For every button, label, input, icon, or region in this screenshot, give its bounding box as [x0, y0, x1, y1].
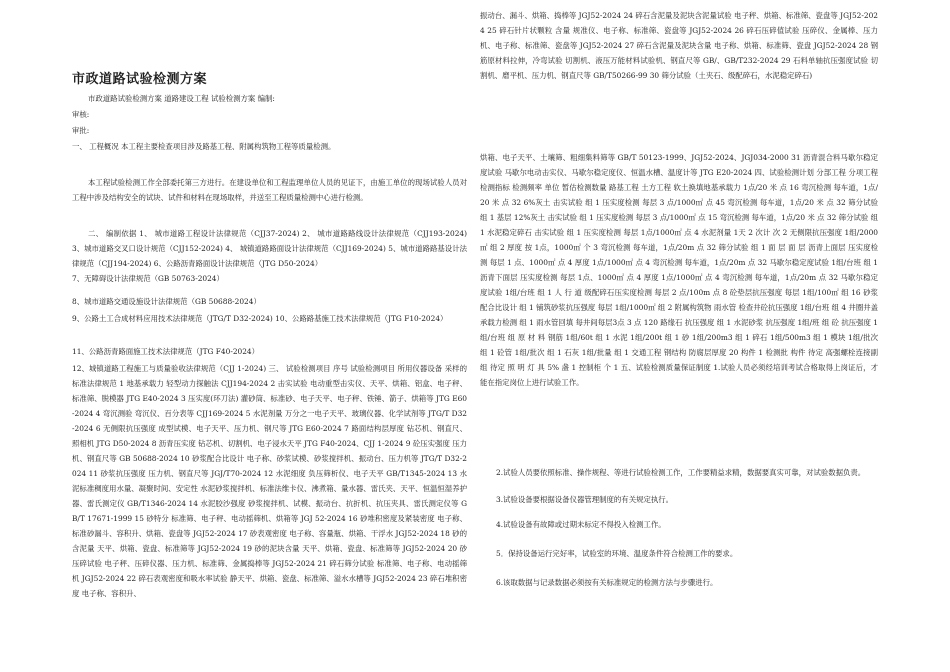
basis-item-8: 8、城市道路交通设施设计法律规范（GB 50688-2024）	[72, 297, 261, 306]
test-plan-paragraph: 烘箱、电子天平、土壤筛、粗细集料筛等 GB/T 50123-1999、JGJ52-2024、JGJ034-2000 31 沥青混合料马歇尔稳定度试验 马歇尔电动击实仪、马歇尔稳定度仪、恒温水槽、温度计等 JTG E20-2024 四、试验检测计划 分部工程 分项工程 检测指标 检测频率 单位 暂估检测数量 路基工程 土方工程 软土换填地基承载力 1点/20 米 点 16 弯沉检测 每车道，1点/20 米 点 32 6%灰土 击实试验 组 1 压实度检测 每层 3 点/1000㎡ 点 45 弯沉检测 每车道，1点/20 米 点 32 筛分试验 组 1 基层 12%灰土 击实试验 组 1 压实度检测 每层 3 点/1000㎡ 点 15 弯沉检测 每车道，1点/20 米 点 32 筛分试验 组 1 水泥稳定碎石 击实试验 组 1 压实度检测 每层 1点/1000㎡ 点 4 水泥剂量 1天 2 次计 次 2 无侧限抗压强度 1组/2000㎡ 组 2 厚度 按 1点，1000㎡ 个 3 弯沉检测 每车道，1点/20m 点 32 筛分试验 组 1 面 层 面 层 沥青上面层 压实度检测 每层 1 点、1000㎡ 点 4 厚度 1点/1000㎡ 点 4 弯沉检测 每车道，1点/20m 点 32 马歇尔稳定度试验 1组/台班 组 1 沥青下面层 压实度检测 每层 1点、1000㎡ 点 4 厚度 1点/1000㎡ 点 4 弯沉检测 每车道，1点/20m 点 32 马歇尔稳定度试验 1组/台班 组 1 人 行 道 级配碎石压实度检测 每层 2 点/100m 点 8 砼垫层抗压强度 每层 1组/100㎡ 组 16 砂浆配合比设计 组 1 铺筑砂浆抗压强度 每层 1组/1000㎡ 组 2 附属构筑物 雨水管 检查井砼抗压强度 1组/台班 组 4 井圈井盖承载力检测 组 1 雨水管回填 每井间每层3点 3 点 120 路缘石 抗压强度 组 1 水泥砂浆 抗压强度 1组/班 组 砼 抗压强度 1组/台班 组 原 材 料 钢筋 1组/60t 组 1 水泥 1组/200t 组 1 砂 1组/200m3 组 1 碎石 1组/500m3 组 1 模块 1组/批次 组 1 砼管 1组/批次 组 1 石灰 1组/批量 组 1 交通工程 钢结构 防腐层厚度 20 构件 1 检测批 构件 待定 高强螺栓连接副 组 待定 照 明 灯 具 5% 盏 1 控制柜 个 1 五、试验检测质量保证制度 1.试验人员必须经培训考试合格取得上岗证后，才能在指定岗位上进行试验工作。	[480, 153, 878, 387]
quality-item-4: 4.试验设备有故障或过期未标定不得投入检测工作。	[496, 520, 666, 529]
reviewer-line: 审核:	[72, 110, 90, 119]
document-title: 市政道路试验检测方案	[72, 72, 208, 87]
quality-item-5: 5．保持设备运行完好率，试验室的环境、温度条件符合检测工作的要求。	[496, 549, 738, 558]
section-basis: 二、 编制依据 1、 城市道路工程设计法律规范（CJJ37-2024) 2、 城市道路路线设计法律规范（CJJ193-2024) 3、城市道路交叉口设计规范（CJJ152-2024) 4、 城镇道路路面设计法律规范（CJJ169-2024) 5、城市道路路基设计法律规范（CJJ194-2024) 6、公路沥青路面设计法律规范（JTG D50-2024）	[72, 229, 467, 268]
basis-item-9: 9、公路土工合成材料应用技术法律规范（JTG/T D32-2024) 10、公路路基施工技术法律规范（JTG F10-2024）	[72, 314, 448, 323]
basis-item-12-test-items: 12、城镇道路工程施工与质量验收法律规范（CJJ 1-2024) 三、 试验检测项目 序号 试验检测项目 所用仪器设备 采样的标准法律规范 1 地基承载力 轻型动力探触法 CJJ194-2024 2 击实试验 电动重型击实仪、天平、烘箱、铝盒、电子秤、标准筛、脱模器 JTG E40-2024 3 压实度(环刀法) 灌砂筒、标准砂、电子天平、电子秤、铁锤、箭子、烘箱等 JTG E60-2024 4 弯沉测验 弯沉仪、百分表等 CJJ169-2024 5 水泥剂量 万分之一电子天平、玻璃仪器、化学试剂等 JTG/T D32-2024 6 无侧限抗压强度 成型试模、电子天平、压力机、钢尺等 JTG E60-2024 7 路面结构层厚度 钻芯机、钢直尺、照相机 JTG D50-2024 8 沥青压实度 钻芯机、切割机、电子浸水天平 JTG F40-2024、CJJ 1-2024 9 砼压实强度 压力机、钢直尺等 GB 50688-2024 10 砂浆配合比设计 电子称、砂浆试模、砂浆搅拌机、振动台、压力机等 JTG/T D32-2024 11 砂浆抗压强度 压力机、钢直尺等 JGJ/T70-2024 12 水泥细度 负压筛析仪、电子天平 GB/T1345-2024 13 水泥标准稠度用水量、凝聚时间、安定性 水泥砂浆搅拌机、标准法维卡仪、沸煮箱、量水器、雷氏夹、天平、恒温恒湿养护器、雷氏测定仪 GB/T1346-2024 14 水泥胶沙强度 砂浆搅拌机、试模、振动台、抗折机、抗压夹具、雷氏测定仪等 GB/T 17671-1999 15 砂特分 标准筛、电子秤、电动摇筛机、烘箱等 JGJ 52-2024 16 砂堆积密度及紧装密度 电子称、标准砂漏斗、容积升、烘箱、瓷盘等 JGJ52-2024 17 砂表观密度 电子称、容量瓶、烘箱、干浮水 JGJ52-2024 18 砂的含泥量 天平、烘箱、瓷盘、标准筛等 JGJ52-2024 19 砂的泥块含量 天平、烘箱、瓷盘、标准筛等 JGJ52-2024 20 砂压碎试验 电子秤、压碎仪器、压力机、标准筛、金属捣棒等 JGJ52-2024 21 碎石筛分试验 标准筛、电子称、电动摇筛机 JGJ52-2024 22 碎石表观密度和吸水率试验 静天平、烘箱、瓷盘、标准筛、溢水水槽等 JGJ52-2024 23 碎石堆积密度 电子称、容积升、	[72, 364, 467, 598]
left-column	[72, 0, 467, 672]
approver-line: 审批:	[72, 126, 90, 135]
intro-line: 市政道路试验检测方案 道路建设工程 试验检测方案 编制:	[88, 94, 275, 103]
quality-item-2: 2.试验人员要依照标准、操作规程、等进行试验检测工作，工作要精益求精，数据要真实可靠，对试验数据负责。	[496, 468, 866, 477]
test-items-continued: 振动台、漏斗、烘箱、捣棒等 JGJ52-2024 24 碎石含泥量及泥块含泥量试验 电子秤、烘箱、标准筛、瓷盘等 JGJ52-2024 25 碎石针片状颗粒 含量 规准仪、电子称、标准筛、瓷盘等 JGJ52-2024 26 碎石压碎值试验 压碎仪、金属棒、压力机、电子称、标准筛、瓷盘等 JGJ52-2024 27 碎石含泥量及泥块含量 电子称、烘箱、标准筛、瓷盘 JGJ52-2024 28 钢筋原材料拉伸，冷弯试验 切割机、液压万能材料试验机、钢直尺等 GB/、GB/T232-2024 29 石料单轴抗压强度试验 切割机、磨平机、压力机、钢直尺等 GB/T50266-99 30 筛分试验（土夹石、级配碎石，水泥稳定碎石)	[480, 11, 878, 80]
section-project-overview: 一、 工程概况 本工程主要检查项目涉及路基工程、附属构筑物工程等质量检测。	[72, 142, 336, 151]
quality-item-6: 6.该取数据与记录数据必须按有关标准规定的检测方法与步骤进行。	[496, 578, 718, 587]
paragraph-testing-delegation: 本工程试验检测工作全部委托第三方进行。在建设单位和工程监理单位人员的见证下，由施工单位的现场试验人员对工程中涉及结构安全的试块、试件和材料在现场取样，并送至工程质量检测中心进行检测。	[72, 178, 467, 202]
basis-item-7: 7、无障碍设计法律规范（GB 50763-2024）	[72, 274, 224, 283]
quality-item-3: 3.试验设备要根据设备仪器管理制度的有关规定执行。	[496, 495, 674, 504]
right-column	[480, 0, 878, 672]
basis-item-11: 11、公路沥青路面施工技术法律规范（JTG F40-2024）	[72, 347, 260, 356]
